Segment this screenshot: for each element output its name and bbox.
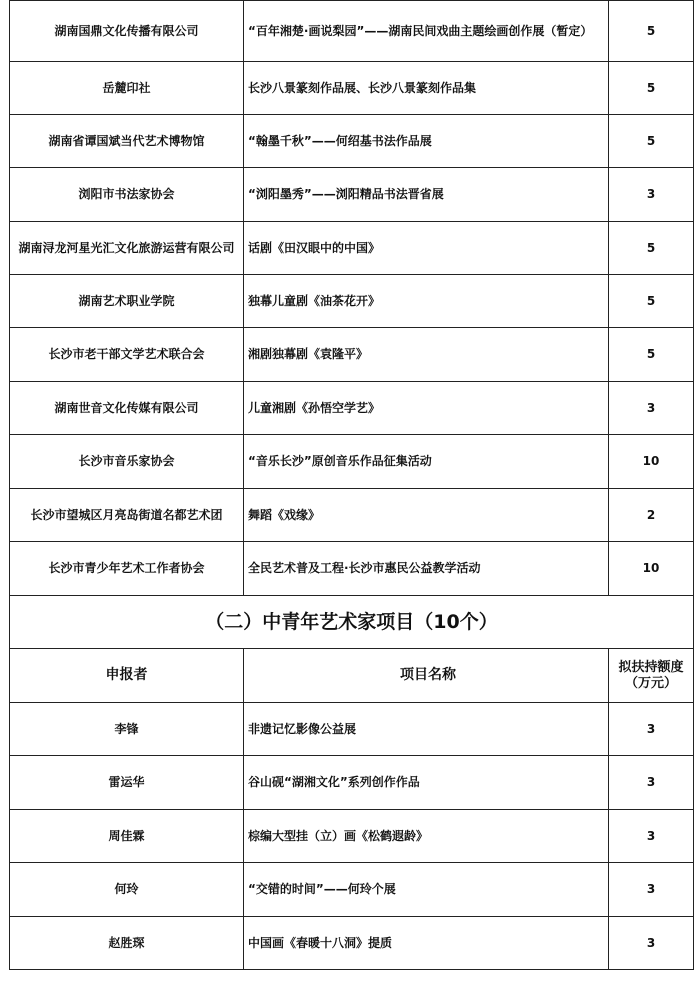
applicant-cell: 湖南国鼎文化传播有限公司: [10, 1, 244, 62]
applicant-cell: 湖南省谭国斌当代艺术博物馆: [10, 115, 244, 168]
table-row: [10, 435, 694, 489]
table-row: [10, 328, 694, 382]
project-cell: 非遗记忆影像公益展: [244, 703, 609, 756]
table-row: [10, 917, 694, 970]
amount-cell: 3: [609, 703, 694, 756]
table-row: [10, 703, 694, 756]
amount-cell: 5: [609, 328, 694, 382]
amount-cell: 10: [609, 435, 694, 489]
amount-cell: 10: [609, 542, 694, 596]
amount-cell: 3: [609, 382, 694, 435]
amount-cell: 2: [609, 489, 694, 542]
amount-cell: 3: [609, 168, 694, 222]
applicant-cell: 湖南世音文化传媒有限公司: [10, 382, 244, 435]
amount-cell: 3: [609, 810, 694, 863]
project-cell: 儿童湘剧《孙悟空学艺》: [244, 382, 609, 435]
table-row: [10, 542, 694, 596]
applicant-cell: 周佳霖: [10, 810, 244, 863]
column-header-amount: 拟扶持额度（万元）: [609, 649, 694, 703]
section-row: [10, 596, 694, 649]
applicant-cell: 湖南艺术职业学院: [10, 275, 244, 328]
column-header-project: 项目名称: [244, 649, 609, 703]
project-cell: “音乐长沙”原创音乐作品征集活动: [244, 435, 609, 489]
applicant-cell: 赵胜琛: [10, 917, 244, 970]
project-cell: 湘剧独幕剧《袁隆平》: [244, 328, 609, 382]
amount-cell: 5: [609, 222, 694, 275]
table-row: [10, 489, 694, 542]
project-cell: 舞蹈《戏缘》: [244, 489, 609, 542]
table-row: [10, 115, 694, 168]
project-cell: “翰墨千秋”——何绍基书法作品展: [244, 115, 609, 168]
applicant-cell: 长沙市老干部文学艺术联合会: [10, 328, 244, 382]
column-header-applicant: 申报者: [10, 649, 244, 703]
table-row: [10, 382, 694, 435]
project-cell: “浏阳墨秀”——浏阳精品书法晋省展: [244, 168, 609, 222]
amount-cell: 3: [609, 863, 694, 917]
applicant-cell: 岳麓印社: [10, 62, 244, 115]
project-cell: 中国画《春暖十八洞》提质: [244, 917, 609, 970]
applicant-cell: 长沙市青少年艺术工作者协会: [10, 542, 244, 596]
table-row: [10, 275, 694, 328]
project-cell: 棕编大型挂（立）画《松鹤遐龄》: [244, 810, 609, 863]
amount-cell: 3: [609, 917, 694, 970]
table-row: [10, 222, 694, 275]
project-cell: 长沙八景篆刻作品展、长沙八景篆刻作品集: [244, 62, 609, 115]
amount-cell: 3: [609, 756, 694, 810]
table-row: [10, 1, 694, 62]
project-cell: 话剧《田汉眼中的中国》: [244, 222, 609, 275]
table-row: [10, 756, 694, 810]
applicant-cell: 浏阳市书法家协会: [10, 168, 244, 222]
applicant-cell: 李锋: [10, 703, 244, 756]
table-row: [10, 168, 694, 222]
funding-table: [9, 0, 694, 970]
header-row: [10, 649, 694, 703]
applicant-cell: 何玲: [10, 863, 244, 917]
applicant-cell: 长沙市望城区月亮岛街道名都艺术团: [10, 489, 244, 542]
project-cell: 全民艺术普及工程·长沙市惠民公益教学活动: [244, 542, 609, 596]
table-row: [10, 863, 694, 917]
project-cell: “交错的时间”——何玲个展: [244, 863, 609, 917]
applicant-cell: 长沙市音乐家协会: [10, 435, 244, 489]
project-cell: 独幕儿童剧《油茶花开》: [244, 275, 609, 328]
project-cell: 谷山砚“湖湘文化”系列创作作品: [244, 756, 609, 810]
amount-cell: 5: [609, 1, 694, 62]
amount-cell: 5: [609, 115, 694, 168]
table-row: [10, 62, 694, 115]
amount-cell: 5: [609, 62, 694, 115]
applicant-cell: 雷运华: [10, 756, 244, 810]
applicant-cell: 湖南浔龙河星光汇文化旅游运营有限公司: [10, 222, 244, 275]
amount-cell: 5: [609, 275, 694, 328]
project-cell: “百年湘楚·画说梨园”——湖南民间戏曲主题绘画创作展（暂定）: [244, 1, 609, 62]
table-row: [10, 810, 694, 863]
section-title: （二）中青年艺术家项目（10个）: [10, 596, 694, 649]
